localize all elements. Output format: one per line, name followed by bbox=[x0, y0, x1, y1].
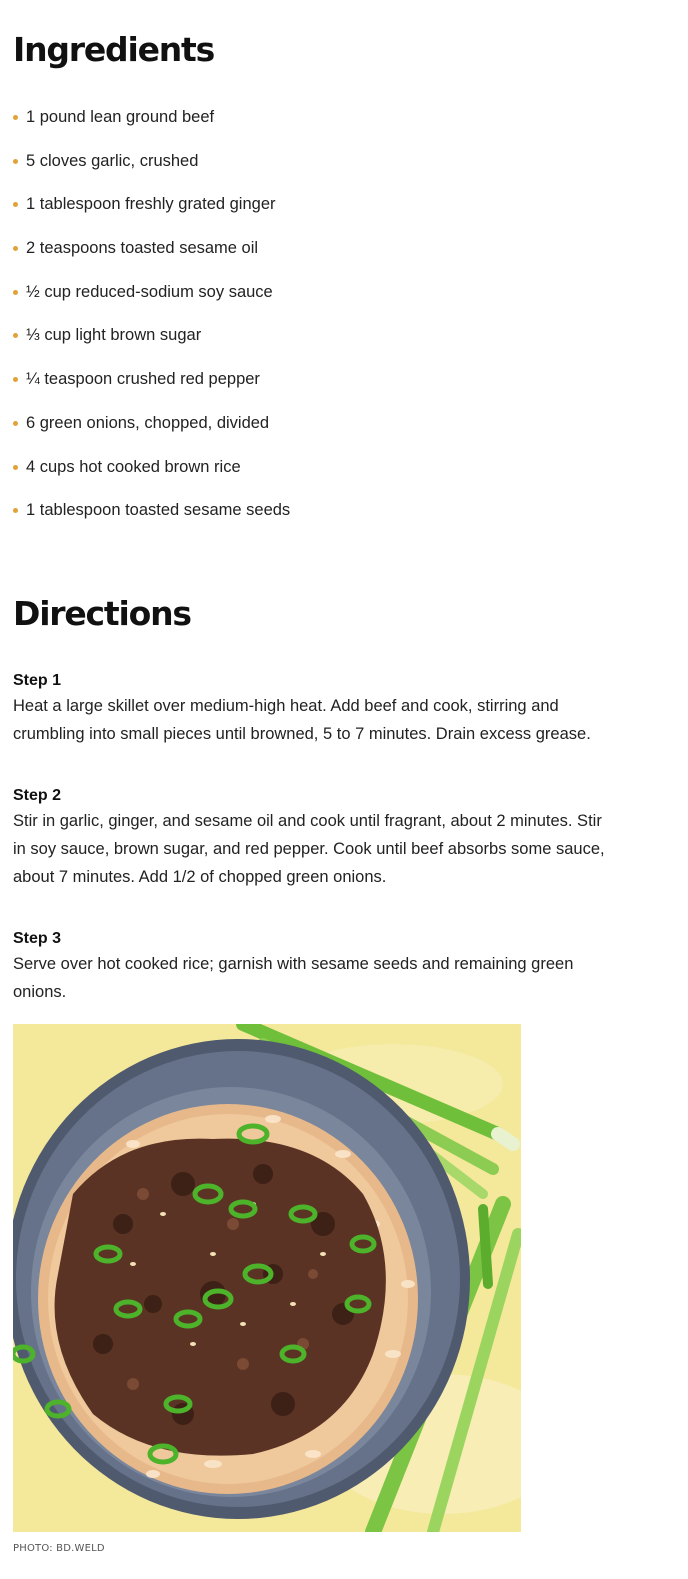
ingredient-text: ¼ teaspoon crushed red pepper bbox=[26, 370, 260, 389]
ingredient-item bbox=[13, 499, 613, 543]
ingredient-item bbox=[13, 368, 613, 412]
ingredient-text: ½ cup reduced-sodium soy sauce bbox=[26, 282, 273, 301]
directions-heading: Directions bbox=[13, 594, 191, 633]
ingredient-text: ⅓ cup light brown sugar bbox=[26, 326, 202, 345]
bullet-icon bbox=[13, 115, 18, 120]
bullet-icon bbox=[13, 246, 18, 251]
bullet-icon bbox=[13, 508, 18, 513]
ingredient-text: 1 tablespoon freshly grated ginger bbox=[26, 195, 276, 214]
beef-rice-bowl-illustration bbox=[13, 1024, 521, 1532]
ingredient-text: 6 green onions, chopped, divided bbox=[26, 413, 270, 432]
ingredients-heading: Ingredients bbox=[13, 30, 215, 69]
bullet-icon bbox=[13, 159, 18, 164]
step-text: Serve over hot cooked rice; garnish with sesame seeds and remaining green onions. bbox=[13, 955, 574, 1001]
bullet-icon bbox=[13, 421, 18, 426]
step-label: Step 2 bbox=[13, 787, 62, 804]
ingredient-item bbox=[13, 237, 613, 281]
bullet-icon bbox=[13, 465, 18, 470]
step-label: Step 3 bbox=[13, 930, 62, 947]
recipe-photo bbox=[13, 1024, 521, 1532]
step-block bbox=[13, 785, 613, 891]
ingredient-text: 4 cups hot cooked brown rice bbox=[26, 457, 241, 476]
step-text: Heat a large skillet over medium-high heat. Add beef and cook, stirring and crumbling into small pieces until browned, 5 to 7 minutes. Drain excess grease. bbox=[13, 697, 591, 743]
ingredient-item bbox=[13, 150, 613, 194]
ingredient-text: 1 tablespoon toasted sesame seeds bbox=[26, 501, 291, 520]
step-text: Stir in garlic, ginger, and sesame oil and cook until fragrant, about 2 minutes. Stir in soy sauce, brown sugar, and red pepper. Cook until beef absorbs some sauce, about 7 minutes. Add 1/2 of chopped green onions. bbox=[13, 812, 605, 886]
ingredient-item bbox=[13, 281, 613, 325]
ingredient-item bbox=[13, 193, 613, 237]
ingredient-text: 2 teaspoons toasted sesame oil bbox=[26, 239, 259, 258]
step-block bbox=[13, 928, 613, 1006]
ingredient-item bbox=[13, 456, 613, 500]
step-block bbox=[13, 670, 613, 748]
photo-caption: PHOTO: BD.WELD bbox=[13, 1543, 105, 1554]
ingredient-text: 1 pound lean ground beef bbox=[26, 108, 215, 126]
bullet-icon bbox=[13, 377, 18, 382]
ingredient-text: 5 cloves garlic, crushed bbox=[26, 151, 199, 170]
ingredient-item bbox=[13, 324, 613, 368]
ingredient-item bbox=[13, 412, 613, 456]
ingredient-item bbox=[13, 106, 613, 150]
bullet-icon bbox=[13, 202, 18, 207]
bullet-icon bbox=[13, 333, 18, 338]
step-label: Step 1 bbox=[13, 672, 62, 689]
bullet-icon bbox=[13, 290, 18, 295]
ingredients-list bbox=[13, 106, 613, 543]
